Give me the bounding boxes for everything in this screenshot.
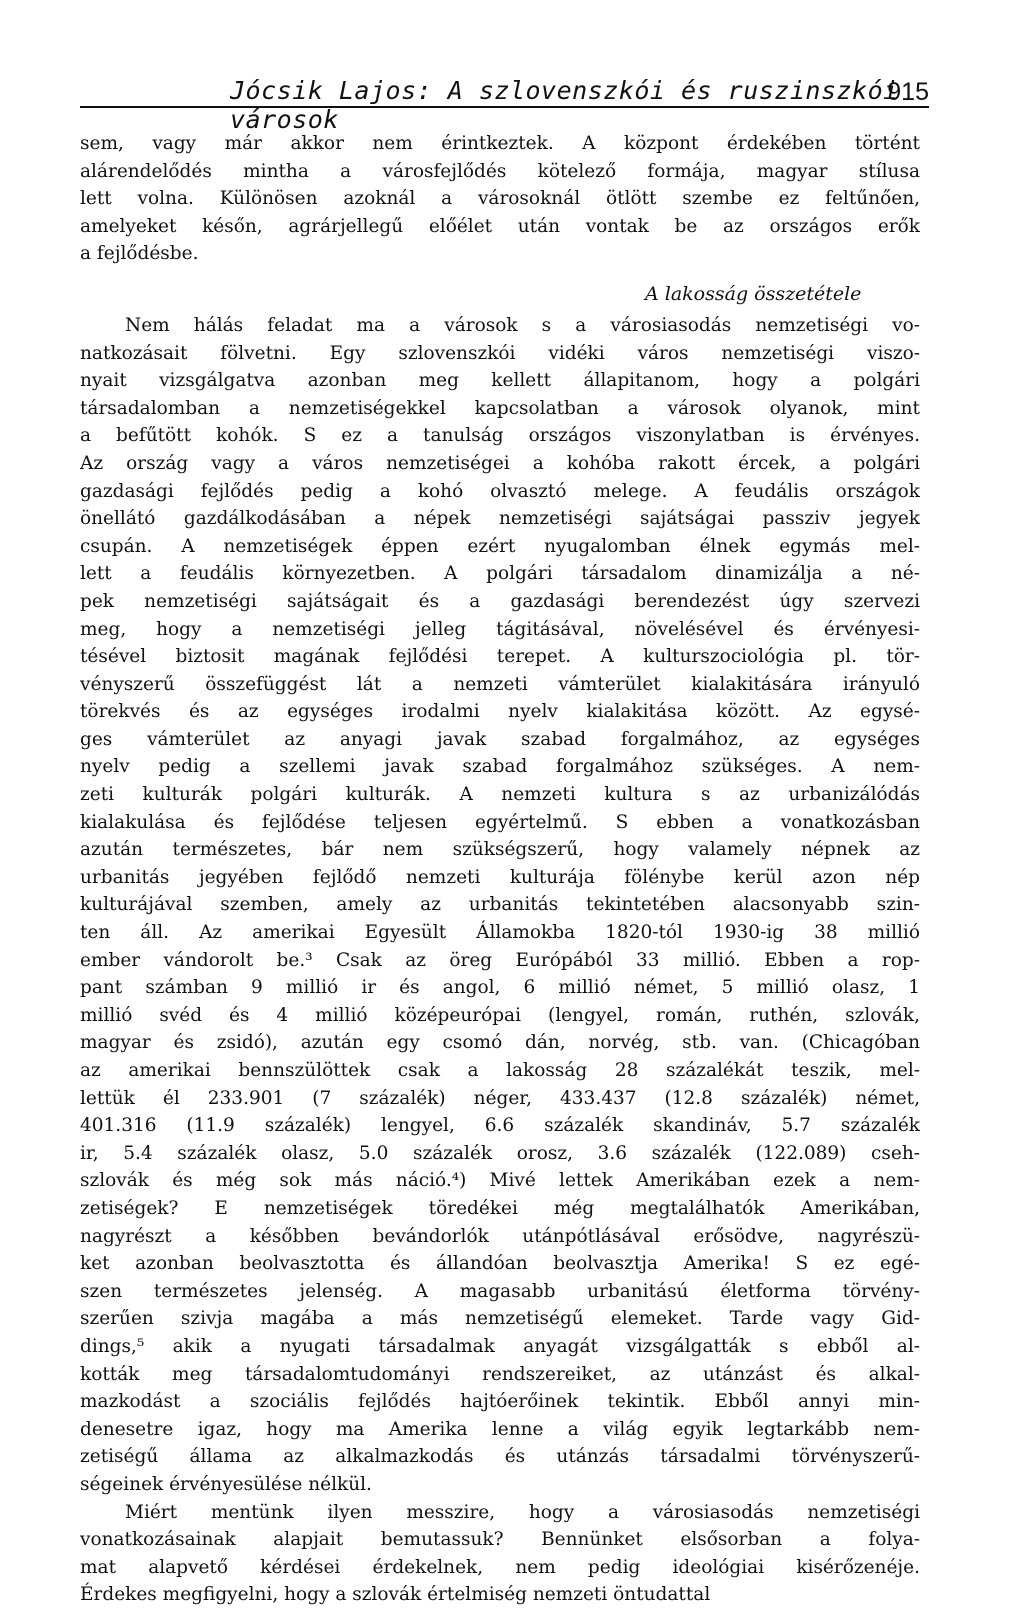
text-line: amelyeket későn, agrárjellegű előélet után vontak be az országos erők xyxy=(80,215,920,237)
paragraph-2 xyxy=(80,312,920,1499)
text-line: szlovák és még sok más náció.⁴) Mivé lettek Amerikában ezek a nem- xyxy=(80,1170,920,1192)
text-line: a fejlődésbe. xyxy=(80,243,199,265)
text-line: Nem hálás feladat ma a városok s a városiasodás nemzetiségi vo- xyxy=(125,314,920,336)
section-heading: A lakosság összetétele xyxy=(645,282,862,305)
text-line: ember vándorolt be.³ Csak az öreg Európából 33 millió. Ebben a rop- xyxy=(80,949,920,971)
text-line: azután természetes, bár nem szükségszerű, hogy valamely népnek az xyxy=(80,839,920,861)
text-line: az amerikai bennszülöttek csak a lakosság 28 százalékát teszik, mel- xyxy=(80,1060,920,1081)
text-line: magyar és zsidó), azután egy csomó dán, norvég, stb. van. (Chicagóban xyxy=(80,1032,920,1054)
text-line: a befűtött kohók. S ez a tanulság országos viszonylatban is érvényes. xyxy=(80,425,920,447)
text-line: meg, hogy a nemzetiségi jelleg tágitásával, növelésével és érvényesi- xyxy=(80,618,920,640)
text-line: ir, 5.4 százalék olasz, 5.0 százalék orosz, 3.6 százalék (122.089) cseh- xyxy=(80,1142,920,1164)
text-line: Érdekes megfigyelni, hogy a szlovák értelmiség nemzeti öntudattal xyxy=(80,1584,711,1606)
text-line: nyelv pedig a szellemi javak szabad forgalmához szükséges. A nem- xyxy=(80,756,920,778)
text-line: natkozásait fölvetni. Egy szlovenszkói vidéki város nemzetiségi viszo- xyxy=(80,342,920,364)
text-line: csupán. A nemzetiségek éppen ezért nyugalomban élnek egymás mel- xyxy=(80,535,920,557)
text-line: zetiségek? E nemzetiségek töredékei még megtalálhatók Amerikában, xyxy=(80,1197,920,1219)
text-line: vonatkozásainak alapjait bemutassuk? Bennünket elsősorban a folya- xyxy=(80,1529,920,1551)
text-line: lett volna. Különösen azoknál a városoknál ötlött szembe ez feltűnően, xyxy=(80,188,920,210)
body-text xyxy=(80,130,920,1609)
paragraph-1 xyxy=(80,130,920,268)
text-line: ten áll. Az amerikai Egyesült Államokba 1820-tól 1930-ig 38 millió xyxy=(80,922,920,944)
text-line: ségeinek érvényesülése nélkül. xyxy=(80,1473,372,1495)
text-line: kották meg társadalomtudományi rendszereiket, az utánzást és alkal- xyxy=(80,1363,920,1385)
paragraph-3 xyxy=(80,1499,920,1609)
text-line: ges vámterület az anyagi javak szabad forgalmához, az egységes xyxy=(80,728,920,750)
page-header xyxy=(80,66,929,134)
text-line: denesetre igaz, hogy ma Amerika lenne a világ egyik legtarkább nem- xyxy=(80,1418,920,1440)
text-line: zetiségű állama az alkalmazkodás és utánzás társadalmi törvényszerű- xyxy=(80,1446,920,1468)
text-line: szen természetes jelenség. A magasabb urbanitású életforma törvény- xyxy=(80,1280,920,1302)
page-number: 915 xyxy=(887,78,929,106)
text-line: nyait vizsgálgatva azonban meg kellett állapitanom, hogy a polgári xyxy=(80,370,920,392)
text-line: pek nemzetiségi sajátságait és a gazdasági berendezést úgy szervezi xyxy=(80,590,920,612)
text-line: mat alapvető kérdései érdekelnek, nem pedig ideológiai kisérőzenéje. xyxy=(80,1556,920,1578)
text-line: alárendelődés mintha a városfejlődés kötelező formája, magyar stílusa xyxy=(80,160,920,182)
text-line: gazdasági fejlődés pedig a kohó olvasztó melege. A feudális országok xyxy=(80,480,920,502)
running-title: Jócsik Lajos: A szlovenszkói és ruszinszkói városok xyxy=(230,76,899,134)
text-line: ket azonban beolvasztotta és állandóan beolvasztja Amerika! S ez egé- xyxy=(80,1253,920,1275)
text-line: sem, vagy már akkor nem érintkeztek. A központ érdekében történt xyxy=(80,133,920,154)
text-line: szerűen szivja magába a más nemzetiségű elemeket. Tarde vagy Gid- xyxy=(80,1308,920,1330)
text-line: önellátó gazdálkodásában a népek nemzetiségi sajátságai passziv jegyek xyxy=(80,508,920,530)
text-line: zeti kulturák polgári kulturák. A nemzeti kultura s az urbanizálódás xyxy=(80,784,920,806)
text-line: kialakulása és fejlődése teljesen egyértelmű. S ebben a vonatkozásban xyxy=(80,811,920,833)
text-line: pant számban 9 millió ir és angol, 6 millió német, 5 millió olasz, 1 xyxy=(80,977,920,999)
text-line: lettük él 233.901 (7 százalék) néger, 433.437 (12.8 százalék) német, xyxy=(80,1087,920,1109)
text-line: mazkodást a szociális fejlődés hajtóerőinek tekintik. Ebből annyi min- xyxy=(80,1391,920,1413)
text-line: lett a feudális környezetben. A polgári társadalom dinamizálja a né- xyxy=(80,563,920,585)
text-line: tésével biztosit magának fejlődési terepet. A kulturszociológia pl. tör- xyxy=(80,646,920,668)
text-line: 401.316 (11.9 százalék) lengyel, 6.6 százalék skandináv, 5.7 százalék xyxy=(80,1115,920,1137)
text-line: urbanitás jegyében fejlődő nemzeti kulturája fölénybe kerül azon nép xyxy=(80,866,920,888)
text-line: dings,⁵ akik a nyugati társadalmak anyagát vizsgálgatták s ebből al- xyxy=(80,1335,920,1357)
spacer xyxy=(80,268,920,276)
text-line: millió svéd és 4 millió középeurópai (lengyel, román, ruthén, szlovák, xyxy=(80,1004,920,1026)
text-line: kulturájával szemben, amely az urbanitás tekintetében alacsonyabb szin- xyxy=(80,894,920,916)
text-line: vényszerű összefüggést lát a nemzeti vámterület kialakitására irányuló xyxy=(80,673,920,695)
text-line: Miért mentünk ilyen messzire, hogy a városiasodás nemzetiségi xyxy=(125,1501,920,1523)
text-line: társadalomban a nemzetiségekkel kapcsolatban a városok olyanok, mint xyxy=(80,397,920,419)
text-line: nagyrészt a későbben bevándorlók utánpótlásával erősödve, nagyrészü- xyxy=(80,1225,920,1247)
text-line: Az ország vagy a város nemzetiségei a kohóba rakott ércek, a polgári xyxy=(80,452,920,474)
text-line: törekvés és az egységes irodalmi nyelv kialakitása között. Az egysé- xyxy=(80,701,920,723)
